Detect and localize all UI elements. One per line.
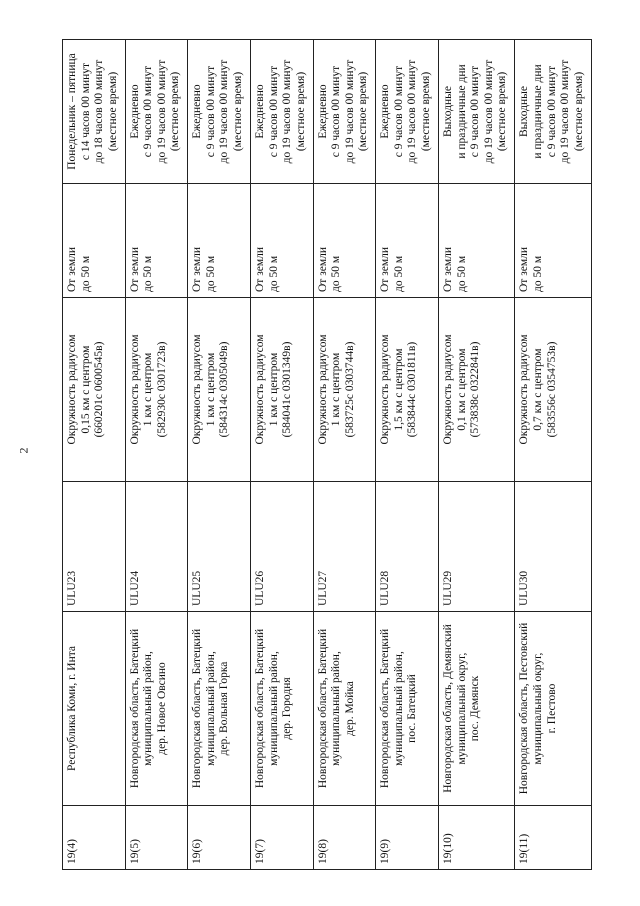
table-row: [63, 40, 126, 870]
cell-line: 0,1 км с центром: [455, 348, 468, 431]
zone-code-cell: ULU29: [438, 482, 515, 612]
location-cell: [250, 612, 313, 806]
cell-line: до 19 часов 00 минут: [559, 59, 572, 164]
cell-line: дер. Мойка: [343, 681, 356, 736]
page-number: 2: [16, 447, 31, 454]
cell-line: От земли: [379, 246, 392, 292]
cell-line: Ежедневно: [128, 84, 141, 139]
zone-code-cell: ULU24: [125, 482, 188, 612]
cell-line: Ежедневно: [379, 84, 392, 139]
cell-line: до 19 часов 00 минут: [343, 59, 356, 164]
cell-line: 1,5 км с центром: [392, 348, 405, 431]
table-body: [63, 40, 592, 870]
altitude-cell: [313, 184, 376, 298]
altitude-cell: [63, 184, 126, 298]
zone-boundary-cell: [438, 298, 515, 482]
table-row: [313, 40, 376, 870]
row-number: 19(4): [63, 806, 126, 870]
cell-line: От земли: [441, 246, 454, 292]
cell-line: с 9 часов 00 минут: [204, 65, 217, 158]
zone-code-cell: ULU27: [313, 482, 376, 612]
cell-line: Новгородская область, Батецкий: [128, 628, 141, 789]
location-cell: [313, 612, 376, 806]
altitude-cell: [438, 184, 515, 298]
cell-line: муниципальный округ,: [455, 652, 468, 765]
cell-line: Новгородская область, Демянский: [441, 624, 454, 793]
cell-line: Понедельник – пятница: [66, 53, 78, 170]
row-number: 19(11): [515, 806, 592, 870]
cell-line: с 9 часов 00 минут: [267, 65, 280, 158]
cell-line: Ежедневно: [253, 84, 266, 139]
cell-line: Новгородская область, Пестовский: [518, 622, 531, 795]
cell-line: Окружность радиусом: [66, 334, 78, 445]
cell-line: (573838с 0322841в): [469, 341, 482, 438]
zone-code-cell: ULU28: [376, 482, 439, 612]
cell-line: 0,15 км с центром: [79, 345, 92, 434]
location-cell: [438, 612, 515, 806]
cell-line: Новгородская область, Батецкий: [316, 628, 329, 789]
zone-boundary-cell: [313, 298, 376, 482]
cell-line: Окружность радиусом: [518, 334, 531, 445]
cell-line: Окружность радиусом: [253, 334, 266, 445]
cell-line: (местное время): [357, 71, 370, 152]
schedule-cell: [188, 40, 251, 184]
zone-code-cell: ULU23: [63, 482, 126, 612]
cell-line: (660201с 0600545в): [93, 341, 106, 438]
cell-line: муниципальный район,: [142, 651, 155, 766]
cell-line: (местное время): [106, 71, 119, 152]
cell-line: муниципальный район,: [392, 651, 405, 766]
cell-line: пос. Демянск: [469, 675, 482, 742]
table-row: [188, 40, 251, 870]
altitude-cell: [125, 184, 188, 298]
cell-line: (местное время): [232, 71, 244, 152]
schedule-cell: [515, 40, 592, 184]
cell-line: с 14 часов 00 минут: [79, 62, 92, 161]
cell-line: до 50 м: [455, 255, 468, 292]
cell-line: Окружность радиусом: [316, 334, 329, 445]
cell-line: Выходные: [518, 86, 531, 137]
row-number: 19(9): [376, 806, 439, 870]
cell-line: до 50 м: [204, 255, 217, 292]
cell-line: От земли: [518, 246, 531, 292]
zone-code-cell: ULU25: [188, 482, 251, 612]
zone-boundary-cell: [188, 298, 251, 482]
cell-line: Окружность радиусом: [191, 334, 204, 445]
cell-line: Окружность радиусом: [441, 334, 454, 445]
cell-line: с 9 часов 00 минут: [142, 65, 155, 158]
cell-line: (местное время): [294, 71, 307, 152]
cell-line: Новгородская область, Батецкий: [379, 628, 392, 789]
row-number: 19(8): [313, 806, 376, 870]
cell-line: 1 км с центром: [330, 352, 343, 427]
cell-line: (582930с 0301723в): [155, 341, 168, 438]
cell-line: до 50 м: [79, 255, 92, 292]
schedule-cell: [376, 40, 439, 184]
cell-line: дер. Новое Овсино: [155, 662, 168, 755]
restricted-zones-table-wrapper: [62, 40, 592, 870]
cell-line: дер. Городня: [281, 677, 294, 740]
cell-line: муниципальный район,: [204, 651, 217, 766]
schedule-cell: [438, 40, 515, 184]
cell-line: От земли: [316, 246, 329, 292]
cell-line: с 9 часов 00 минут: [330, 65, 343, 158]
table-row: [125, 40, 188, 870]
cell-line: дер. Вольная Горка: [218, 661, 231, 756]
restricted-zones-table: [62, 39, 592, 870]
cell-line: с 9 часов 00 минут: [545, 65, 558, 158]
cell-line: и праздничные дни: [455, 64, 468, 159]
zone-boundary-cell: [250, 298, 313, 482]
row-number: 19(10): [438, 806, 515, 870]
cell-line: до 18 часов 00 минут: [93, 59, 106, 164]
location-cell: [515, 612, 592, 806]
zone-boundary-cell: [376, 298, 439, 482]
schedule-cell: [125, 40, 188, 184]
cell-line: (местное время): [169, 71, 182, 152]
cell-line: От земли: [253, 246, 266, 292]
cell-line: до 50 м: [267, 255, 280, 292]
altitude-cell: [250, 184, 313, 298]
zone-boundary-cell: [63, 298, 126, 482]
cell-line: Выходные: [441, 86, 454, 137]
cell-line: Новгородская область, Батецкий: [253, 628, 266, 789]
cell-line: (584314с 0305049в): [218, 341, 231, 438]
cell-line: 1 км с центром: [204, 352, 217, 427]
cell-line: 0,7 км с центром: [532, 348, 545, 431]
location-cell: [125, 612, 188, 806]
cell-line: Новгородская область, Батецкий: [191, 628, 204, 789]
zone-boundary-cell: [515, 298, 592, 482]
cell-line: Ежедневно: [191, 84, 204, 139]
zone-boundary-cell: [125, 298, 188, 482]
cell-line: пос. Батецкий: [406, 674, 419, 743]
cell-line: до 19 часов 00 минут: [281, 59, 294, 164]
cell-line: до 50 м: [392, 255, 405, 292]
cell-line: с 9 часов 00 минут: [392, 65, 405, 158]
cell-line: (местное время): [572, 71, 585, 152]
cell-line: до 50 м: [330, 255, 343, 292]
cell-line: Окружность радиусом: [379, 334, 392, 445]
cell-line: От земли: [128, 246, 141, 292]
altitude-cell: [515, 184, 592, 298]
cell-line: г. Пестово: [545, 683, 558, 734]
cell-line: Окружность радиусом: [128, 334, 141, 445]
location-cell: [63, 612, 126, 806]
cell-line: (местное время): [419, 71, 432, 152]
cell-line: От земли: [191, 246, 204, 292]
cell-line: От земли: [66, 246, 78, 292]
cell-line: (583725с 0303744в): [343, 341, 356, 438]
altitude-cell: [188, 184, 251, 298]
cell-line: Республика Коми, г. Инта: [66, 645, 78, 772]
cell-line: муниципальный район,: [330, 651, 343, 766]
cell-line: Ежедневно: [316, 84, 329, 139]
table-row: [250, 40, 313, 870]
cell-line: муниципальный округ,: [532, 652, 545, 765]
zone-code-cell: ULU30: [515, 482, 592, 612]
row-number: 19(5): [125, 806, 188, 870]
table-row: [515, 40, 592, 870]
cell-line: до 19 часов 00 минут: [406, 59, 419, 164]
cell-line: 1 км с центром: [267, 352, 280, 427]
table-row: [438, 40, 515, 870]
cell-line: до 19 часов 00 минут: [218, 59, 231, 164]
cell-line: до 19 часов 00 минут: [155, 59, 168, 164]
cell-line: муниципальный район,: [267, 651, 280, 766]
cell-line: 1 км с центром: [142, 352, 155, 427]
row-number: 19(6): [188, 806, 251, 870]
location-cell: [376, 612, 439, 806]
schedule-cell: [250, 40, 313, 184]
cell-line: до 19 часов 00 минут: [482, 59, 495, 164]
altitude-cell: [376, 184, 439, 298]
cell-line: с 9 часов 00 минут: [469, 65, 482, 158]
cell-line: (583556с 0354753в): [545, 341, 558, 438]
cell-line: и праздничные дни: [532, 64, 545, 159]
cell-line: (местное время): [496, 71, 509, 152]
row-number: 19(7): [250, 806, 313, 870]
location-cell: [188, 612, 251, 806]
schedule-cell: [313, 40, 376, 184]
table-row: [376, 40, 439, 870]
schedule-cell: [63, 40, 126, 184]
cell-line: (584041с 0301349в): [281, 341, 294, 438]
cell-line: до 50 м: [532, 255, 545, 292]
cell-line: (583844с 0301811в): [406, 341, 419, 438]
cell-line: до 50 м: [142, 255, 155, 292]
zone-code-cell: ULU26: [250, 482, 313, 612]
